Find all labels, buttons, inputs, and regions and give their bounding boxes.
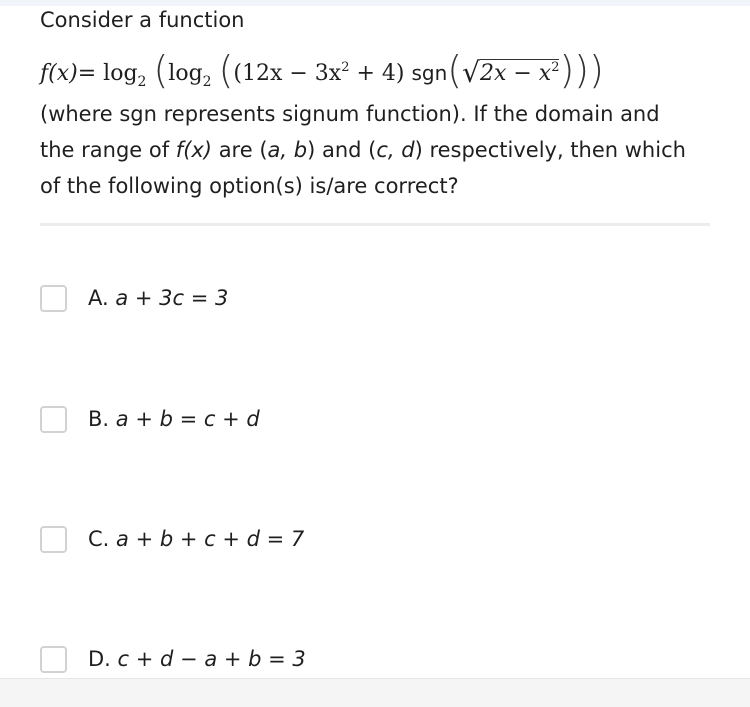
sqrt-icon: √ bbox=[462, 56, 480, 89]
formula-log-inner: log bbox=[168, 61, 203, 86]
option-b-expr: a + b = c + d bbox=[115, 407, 260, 431]
option-a[interactable] bbox=[40, 282, 228, 314]
option-c[interactable] bbox=[40, 523, 304, 555]
option-c-expr: a + b + c + d = 7 bbox=[116, 527, 305, 551]
option-a-expr: a + 3c = 3 bbox=[115, 286, 229, 310]
option-c-checkbox[interactable] bbox=[40, 526, 67, 553]
paren-open-1: ( bbox=[153, 48, 169, 92]
function-formula bbox=[40, 38, 710, 96]
option-b-checkbox[interactable] bbox=[40, 406, 67, 433]
formula-log-outer: log bbox=[103, 61, 138, 86]
option-b-letter: B. bbox=[88, 407, 110, 431]
option-d[interactable] bbox=[40, 643, 306, 675]
option-a-letter: A. bbox=[88, 286, 109, 310]
option-d-checkbox[interactable] bbox=[40, 646, 67, 673]
formula-sgn: sgn bbox=[411, 61, 448, 85]
line2-cd: c, d bbox=[376, 138, 415, 162]
formula-equals: = bbox=[77, 61, 97, 86]
formula-radicand-body: 2x − x bbox=[479, 61, 552, 86]
line2-ab: a, b bbox=[267, 138, 308, 162]
formula-lhs: f(x) bbox=[40, 61, 78, 86]
paren-open-3: ( bbox=[447, 48, 463, 92]
option-d-expr: c + d − a + b = 3 bbox=[117, 647, 306, 671]
formula-radicand-exp: 2 bbox=[551, 60, 560, 75]
question-line-1: (where sgn represents signum function). If the domain and bbox=[40, 102, 660, 126]
question-line-2 bbox=[40, 132, 710, 168]
option-c-label bbox=[88, 527, 304, 551]
formula-base-inner: 2 bbox=[202, 74, 212, 90]
formula-inner-poly: (12x − 3x bbox=[233, 61, 342, 86]
option-d-label bbox=[88, 647, 306, 671]
option-a-label bbox=[88, 286, 228, 310]
option-d-letter: D. bbox=[88, 647, 111, 671]
question-text bbox=[40, 2, 710, 204]
line2-post: ) respectively, then which bbox=[414, 138, 686, 162]
line2-mid2: ) and ( bbox=[307, 138, 377, 162]
option-b-label bbox=[88, 407, 260, 431]
question-line-3: of the following option(s) is/are correct? bbox=[40, 174, 459, 198]
formula-inner-exp: 2 bbox=[341, 60, 350, 75]
divider bbox=[40, 223, 710, 226]
line2-fx: f(x) bbox=[175, 138, 213, 162]
bottom-bar bbox=[0, 678, 750, 707]
formula-base-outer: 2 bbox=[137, 74, 147, 90]
option-c-letter: C. bbox=[88, 527, 110, 551]
question-intro: Consider a function bbox=[40, 8, 245, 32]
formula-radicand bbox=[480, 59, 560, 86]
line2-mid1: are ( bbox=[212, 138, 268, 162]
line2-pre: the range of bbox=[40, 138, 176, 162]
paren-open-2: ( bbox=[218, 48, 234, 92]
option-b[interactable] bbox=[40, 403, 260, 435]
formula-inner-tail: + 4) bbox=[349, 61, 405, 86]
option-a-checkbox[interactable] bbox=[40, 285, 67, 312]
paren-close-all: ))) bbox=[559, 48, 604, 92]
